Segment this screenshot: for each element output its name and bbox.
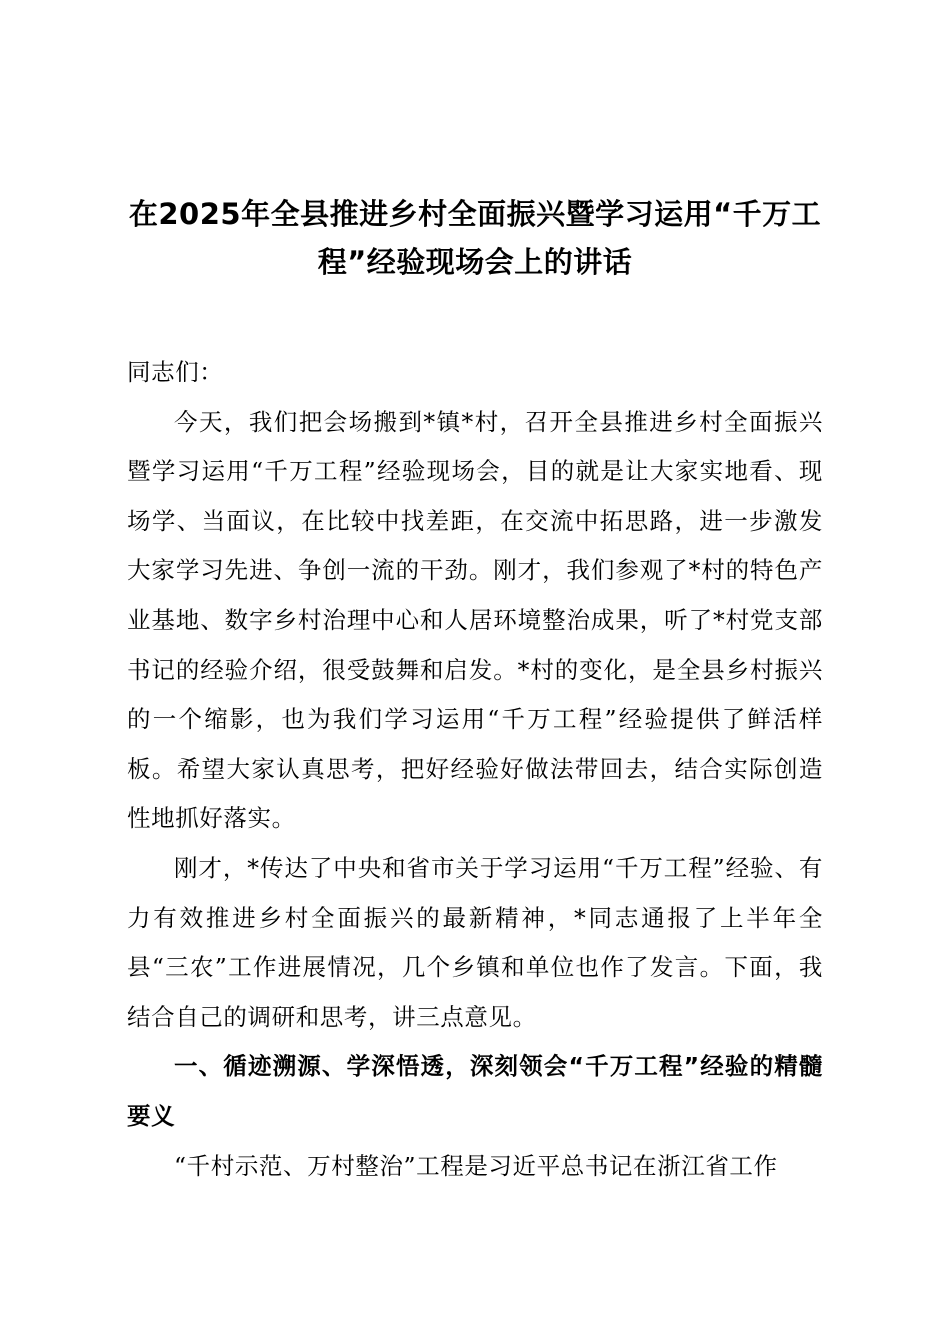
document-title: 在2025年全县推进乡村全面振兴暨学习运用“千万工程”经验现场会上的讲话 <box>128 197 822 279</box>
document-body <box>127 348 823 1191</box>
body-paragraph-3: “千村示范、万村整治”工程是习近平总书记在浙江省工作 <box>174 1151 778 1180</box>
body-paragraph-2: 刚才，*传达了中央和省市关于学习运用“千万工程”经验、有力有效推进乡村全面振兴的最新精神，*同志通报了上半年全县“三农”工作进展情况，几个乡镇和单位也作了发言。下面，我结合自己的调研和思考，讲三点意见。 <box>127 853 823 1031</box>
document-content <box>127 190 823 1191</box>
salutation: 同志们： <box>127 358 224 386</box>
body-paragraph-1: 今天，我们把会场搬到*镇*村，召开全县推进乡村全面振兴暨学习运用“千万工程”经验现场会，目的就是让大家实地看、现场学、当面议，在比较中找差距，在交流中拓思路，进一步激发大家学习先进、争创一流的干劲。刚才，我们参观了*村的特色产业基地、数字乡村治理中心和人居环境整治成果，听了*村党支部书记的经验介绍，很受鼓舞和启发。*村的变化，是全县乡村振兴的一个缩影，也为我们学习运用“千万工程”经验提供了鲜活样板。希望大家认真思考，把好经验好做法带回去，结合实际创造性地抓好落实。 <box>127 407 823 833</box>
section-heading-1: 一、循迹溯源、学深悟透，深刻领会“千万工程”经验的精髓要义 <box>127 1052 823 1130</box>
